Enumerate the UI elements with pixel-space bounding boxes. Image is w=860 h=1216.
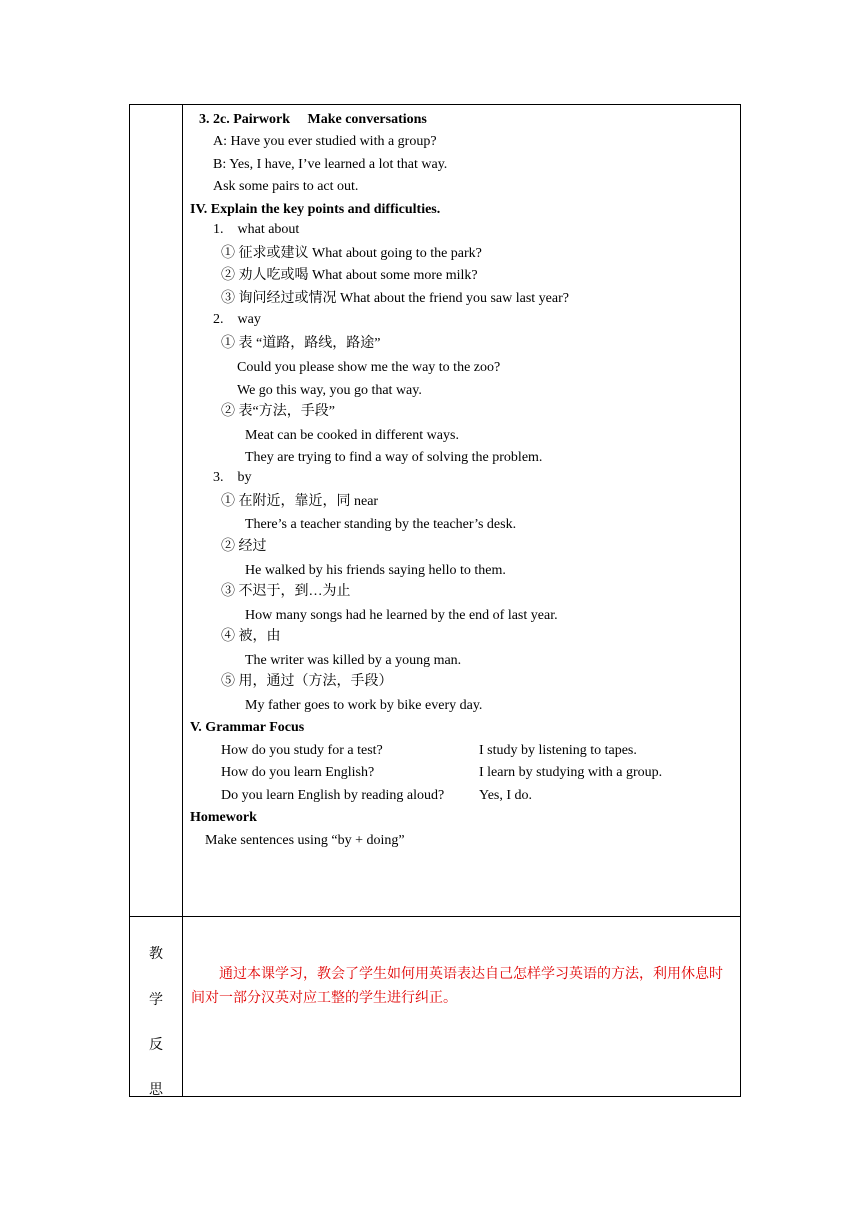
section-key-points-title: IV. Explain the key points and difficulties. [190, 202, 441, 217]
point-way: 2. way [213, 312, 261, 327]
instruction-line: Ask some pairs to act out. [213, 179, 359, 194]
reflection-label-char-4: 思 [149, 1083, 163, 1098]
grammar-answer-2: I learn by studying with a group. [479, 765, 663, 780]
by-example-5: My father goes to work by bike every day. [245, 698, 483, 713]
by-example-3: How many songs had he learned by the end of last year. [245, 608, 558, 623]
dialogue-line-a: A: Have you ever studied with a group? [213, 134, 437, 149]
by-example-1: There’s a teacher standing by the teacher’s desk. [245, 517, 517, 532]
reflection-text: 通过本课学习，教会了学生如何用英语表达自己怎样学习英语的方法，利用休息时间对一部分汉英对应工整的学生进行纠正。 [191, 967, 723, 1006]
section-grammar-focus-title: V. Grammar Focus [190, 720, 305, 735]
grammar-question-1: How do you study for a test? [221, 743, 383, 758]
point-what-about: 1. what about [213, 222, 300, 237]
way-usage-1: ① 表 “道路，路线，路途” [221, 336, 381, 351]
grammar-question-3: Do you learn English by reading aloud? [221, 788, 445, 803]
by-example-2: He walked by his friends saying hello to them. [245, 563, 506, 578]
grammar-answer-1: I study by listening to tapes. [479, 743, 637, 758]
way-usage-2: ② 表“方法，手段” [221, 404, 335, 419]
grammar-answer-3: Yes, I do. [479, 788, 533, 803]
section-pairwork-title: 3. 2c. Pairwork Make conversations [199, 112, 427, 127]
column-divider [182, 105, 183, 1096]
row-divider [130, 916, 740, 917]
way-example-2: We go this way, you go that way. [237, 383, 422, 398]
reflection-label-char-3: 反 [149, 1038, 163, 1053]
by-usage-4: ④ 被，由 [221, 629, 281, 644]
by-usage-3: ③ 不迟于，到…为止 [221, 584, 351, 599]
dialogue-line-b: B: Yes, I have, I’ve learned a lot that way. [213, 157, 448, 172]
what-about-usage-2: ② 劝人吃或喝 What about some more milk? [221, 268, 478, 283]
homework-text: Make sentences using “by + doing” [205, 833, 405, 848]
reflection-label-char-1: 教 [149, 947, 163, 962]
by-usage-2: ② 经过 [221, 539, 267, 554]
reflection-label-char-2: 学 [149, 993, 163, 1008]
what-about-usage-1: ① 征求或建议 What about going to the park? [221, 246, 482, 261]
by-usage-1: ① 在附近，靠近，同 near [221, 494, 379, 509]
way-example-4: They are trying to find a way of solving the problem. [245, 450, 543, 465]
homework-title: Homework [190, 810, 257, 825]
point-by: 3. by [213, 470, 252, 485]
what-about-usage-3: ③ 询问经过或情况 What about the friend you saw last year? [221, 291, 569, 306]
way-example-3: Meat can be cooked in different ways. [245, 428, 459, 443]
by-usage-5: ⑤ 用，通过（方法，手段） [221, 674, 393, 689]
grammar-question-2: How do you learn English? [221, 765, 375, 780]
lesson-table [129, 104, 741, 1097]
way-example-1: Could you please show me the way to the zoo? [237, 360, 501, 375]
by-example-4: The writer was killed by a young man. [245, 653, 462, 668]
